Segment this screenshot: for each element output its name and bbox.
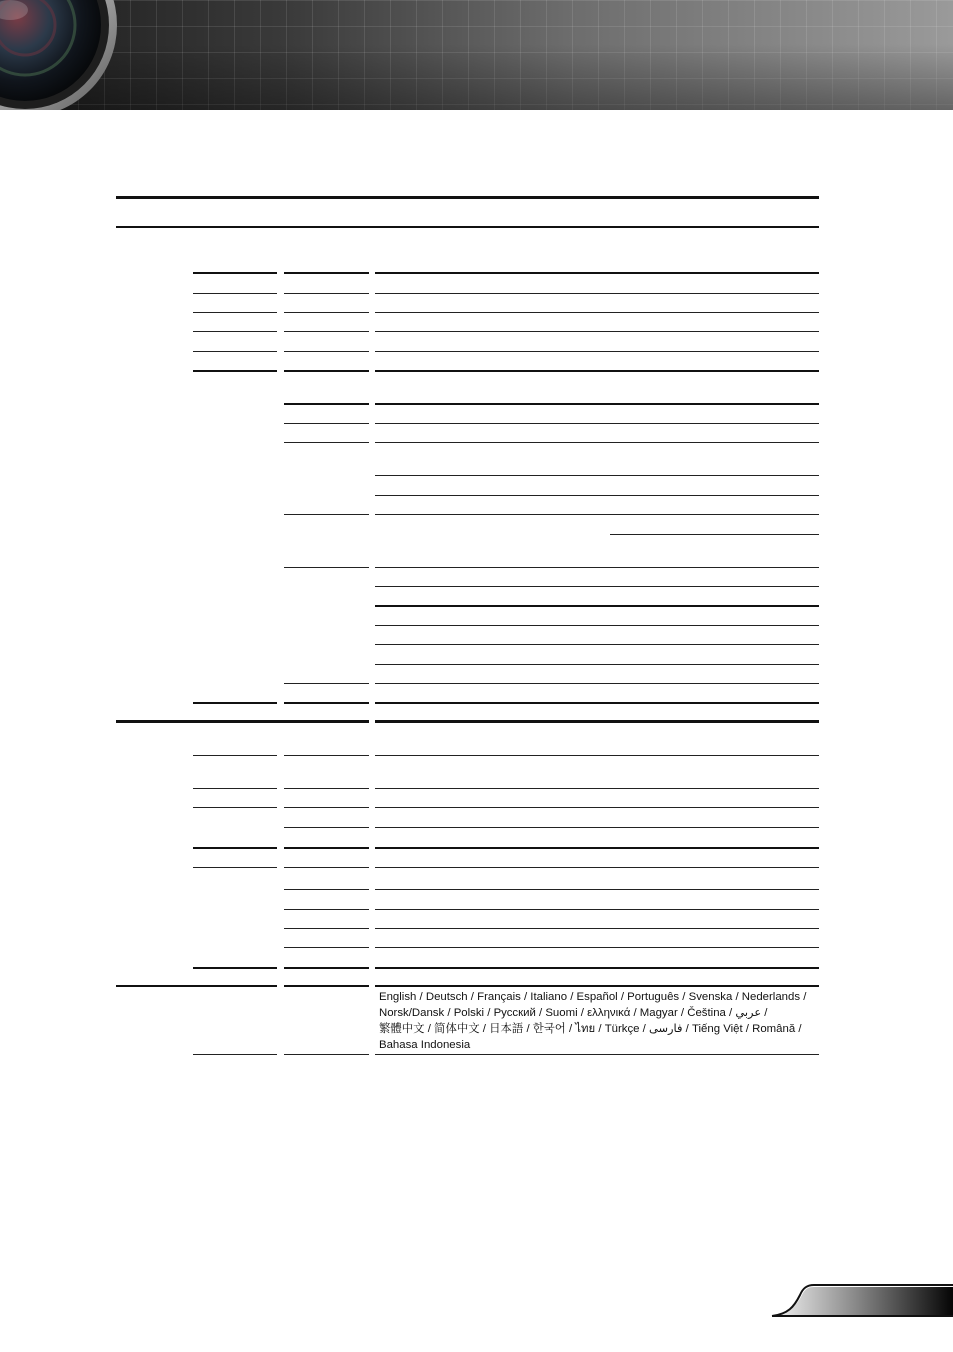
table-rule [284,567,369,568]
table-rule [375,370,819,372]
table-rule [375,644,819,645]
table-rule [375,293,819,294]
table-rule [375,889,819,890]
table-rule [375,827,819,828]
table-rule [375,909,819,910]
table-rule [193,755,277,756]
table-rule [193,1054,277,1055]
section-rule [116,720,369,723]
table-rule [284,755,369,756]
table-rule [284,967,369,969]
table-rule [375,967,819,969]
table-rule [284,351,369,352]
table-rule [193,312,277,313]
table-rule [284,889,369,890]
table-rule [375,567,819,568]
camera-lens-icon [0,0,130,110]
table-rule [284,909,369,910]
languages-line: 繁體中文 / 简体中文 / 日本語 / 한국어 / ไทย / Türkçe / فارسی / Tiếng Việt / Română / [379,1023,802,1035]
table-rule [193,788,277,789]
table-rule [284,423,369,424]
table-rule [375,605,819,607]
table-rule [375,702,819,704]
section-rule [284,985,369,987]
table-rule [193,351,277,352]
table-rule [375,442,819,443]
languages-line: English / Deutsch / Français / Italiano / Español / Português / Svenska / Nederlands / [379,991,807,1003]
table-rule [284,312,369,313]
table-rule [375,755,819,756]
table-rule [375,847,819,849]
table-rule [284,514,369,515]
table-rule [375,586,819,587]
table-rule [375,423,819,424]
table-rule [375,403,819,405]
table-rule [284,370,369,372]
table-rule [284,683,369,684]
table-rule [284,928,369,929]
section-top-rule [116,196,819,199]
table-rule [193,702,277,704]
section-rule [375,985,819,987]
page-tab-icon [770,1283,953,1317]
table-rule [375,683,819,684]
table-rule [284,847,369,849]
table-rule [193,293,277,294]
table-rule [375,331,819,332]
table-rule [193,272,277,274]
table-rule [284,867,369,868]
table-rule [375,625,819,626]
table-rule [375,1054,819,1055]
table-rule [193,967,277,969]
table-rule [375,312,819,313]
table-rule [375,475,819,476]
table-rule [193,370,277,372]
section-rule [116,985,277,987]
table-rule [284,788,369,789]
section-header-rule [116,226,819,228]
table-rule [193,331,277,332]
table-rule [193,867,277,868]
table-rule [284,272,369,274]
table-rule [284,403,369,405]
table-rule [284,827,369,828]
table-rule [610,534,819,535]
table-rule [284,807,369,808]
table-rule [284,702,369,704]
table-rule [375,514,819,515]
table-rule [375,351,819,352]
table-rule [375,928,819,929]
table-rule [284,293,369,294]
table-rule [284,947,369,948]
table-rule [375,272,819,274]
table-rule [284,442,369,443]
table-rule [375,788,819,789]
table-rule [284,1054,369,1055]
table-rule [375,947,819,948]
table-rule [284,331,369,332]
languages-line: Norsk/Dansk / Polski / Русский / Suomi / ελληνικά / Magyar / Čeština / عربي / [379,1007,768,1019]
languages-line: Bahasa Indonesia [379,1039,471,1051]
table-rule [193,847,277,849]
banner-shade [0,0,953,110]
table-rule [375,867,819,868]
section-rule [375,720,819,723]
header-banner [0,0,953,110]
languages-list [379,989,817,1053]
table-rule [375,495,819,496]
table-rule [375,807,819,808]
table-rule [193,807,277,808]
table-rule [375,664,819,665]
